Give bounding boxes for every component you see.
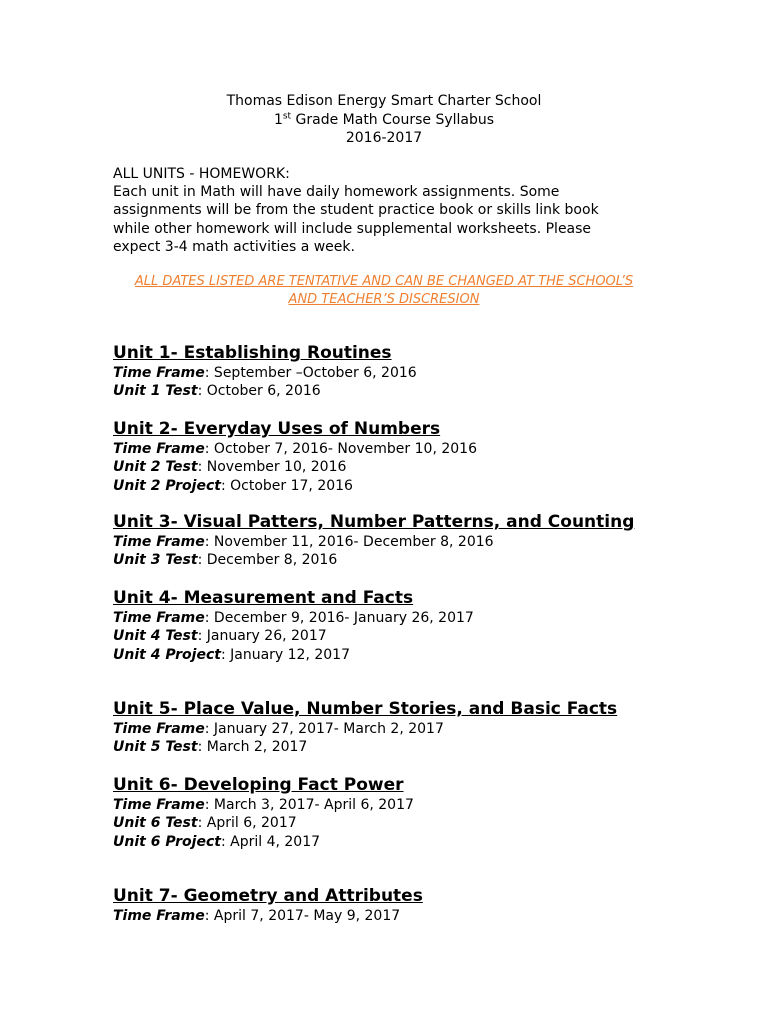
unit-row <box>113 533 713 551</box>
unit-title: Unit 5- Place Value, Number Stories, and Basic Facts <box>113 699 618 719</box>
row-value: : March 2, 2017 <box>197 739 308 756</box>
unit-row <box>113 609 713 627</box>
row-label: Unit 2 Project <box>113 477 221 494</box>
row-label: Unit 1 Test <box>113 383 198 400</box>
unit-row <box>113 382 713 400</box>
unit-3 <box>113 512 713 570</box>
grade-ordinal: st <box>282 110 292 121</box>
row-label: Unit 4 Test <box>113 628 198 645</box>
row-label: Time Frame <box>113 908 205 924</box>
row-value: : October 17, 2016 <box>220 477 353 494</box>
unit-row <box>113 814 713 832</box>
row-value: : April 7, 2017- May 9, 2017 <box>204 908 401 924</box>
row-value: : April 6, 2017 <box>197 815 297 832</box>
row-label: Unit 6 Project <box>113 833 221 850</box>
unit-title: Unit 7- Geometry and Attributes <box>113 886 423 906</box>
homework-line: expect 3-4 math activities a week. <box>113 238 355 255</box>
unit-row <box>113 738 713 756</box>
unit-1 <box>113 343 713 401</box>
homework-line: assignments will be from the student practice book or skills link book <box>113 202 599 219</box>
unit-row <box>113 364 713 382</box>
row-label: Unit 2 Test <box>113 459 198 476</box>
unit-7 <box>113 886 713 925</box>
row-value: : January 27, 2017- March 2, 2017 <box>204 721 444 737</box>
row-label: Time Frame <box>113 610 205 626</box>
row-value: : December 9, 2016- January 26, 2017 <box>204 610 474 626</box>
unit-5 <box>113 699 713 757</box>
row-label: Time Frame <box>113 534 205 550</box>
course-name: Grade Math Course Syllabus <box>291 111 495 128</box>
notice-line: AND TEACHER’S DISCRESION <box>288 291 480 307</box>
row-label: Unit 4 Project <box>113 646 221 663</box>
grade-number: 1 <box>273 111 283 128</box>
homework-line: while other homework will include supplemental worksheets. Please <box>113 220 592 237</box>
unit-2 <box>113 419 713 495</box>
unit-6 <box>113 775 713 851</box>
unit-title: Unit 4- Measurement and Facts <box>113 588 414 608</box>
tentative-dates-notice <box>0 273 768 308</box>
course-title <box>0 111 768 130</box>
unit-row <box>113 440 713 458</box>
unit-row <box>113 720 713 738</box>
unit-row <box>113 833 713 851</box>
row-value: : November 11, 2016- December 8, 2016 <box>204 534 494 550</box>
school-name: Thomas Edison Energy Smart Charter School <box>226 93 542 109</box>
unit-row <box>113 477 713 495</box>
unit-title: Unit 2- Everyday Uses of Numbers <box>113 419 441 439</box>
row-value: : November 10, 2016 <box>197 459 347 476</box>
row-value: : October 7, 2016- November 10, 2016 <box>204 441 477 457</box>
homework-section <box>113 165 673 256</box>
row-label: Unit 3 Test <box>113 552 198 569</box>
document-header <box>0 92 768 148</box>
unit-row <box>113 796 713 814</box>
row-value: : December 8, 2016 <box>197 552 338 569</box>
unit-title: Unit 6- Developing Fact Power <box>113 775 404 795</box>
row-label: Time Frame <box>113 365 205 381</box>
notice-line: ALL DATES LISTED ARE TENTATIVE AND CAN BE CHANGED AT THE SCHOOL’S <box>134 274 634 289</box>
homework-title: ALL UNITS - HOMEWORK: <box>113 166 290 182</box>
row-label: Time Frame <box>113 797 205 813</box>
row-value: : October 6, 2016 <box>197 383 321 400</box>
row-label: Time Frame <box>113 441 205 457</box>
row-value: : April 4, 2017 <box>220 833 321 850</box>
unit-title: Unit 1- Establishing Routines <box>113 343 392 363</box>
unit-title: Unit 3- Visual Patters, Number Patterns, and Counting <box>113 512 635 532</box>
unit-row <box>113 551 713 569</box>
homework-line: Each unit in Math will have daily homework assignments. Some <box>113 184 560 201</box>
row-value: : September –October 6, 2016 <box>204 365 417 381</box>
unit-4 <box>113 588 713 664</box>
row-label: Unit 5 Test <box>113 739 198 756</box>
unit-row <box>113 627 713 645</box>
row-value: : January 12, 2017 <box>220 646 350 663</box>
row-value: : January 26, 2017 <box>197 628 327 645</box>
unit-row <box>113 458 713 476</box>
row-label: Unit 6 Test <box>113 815 198 832</box>
row-label: Time Frame <box>113 721 205 737</box>
school-year: 2016-2017 <box>345 130 423 146</box>
row-value: : March 3, 2017- April 6, 2017 <box>204 797 414 813</box>
unit-row <box>113 646 713 664</box>
unit-row <box>113 907 713 925</box>
